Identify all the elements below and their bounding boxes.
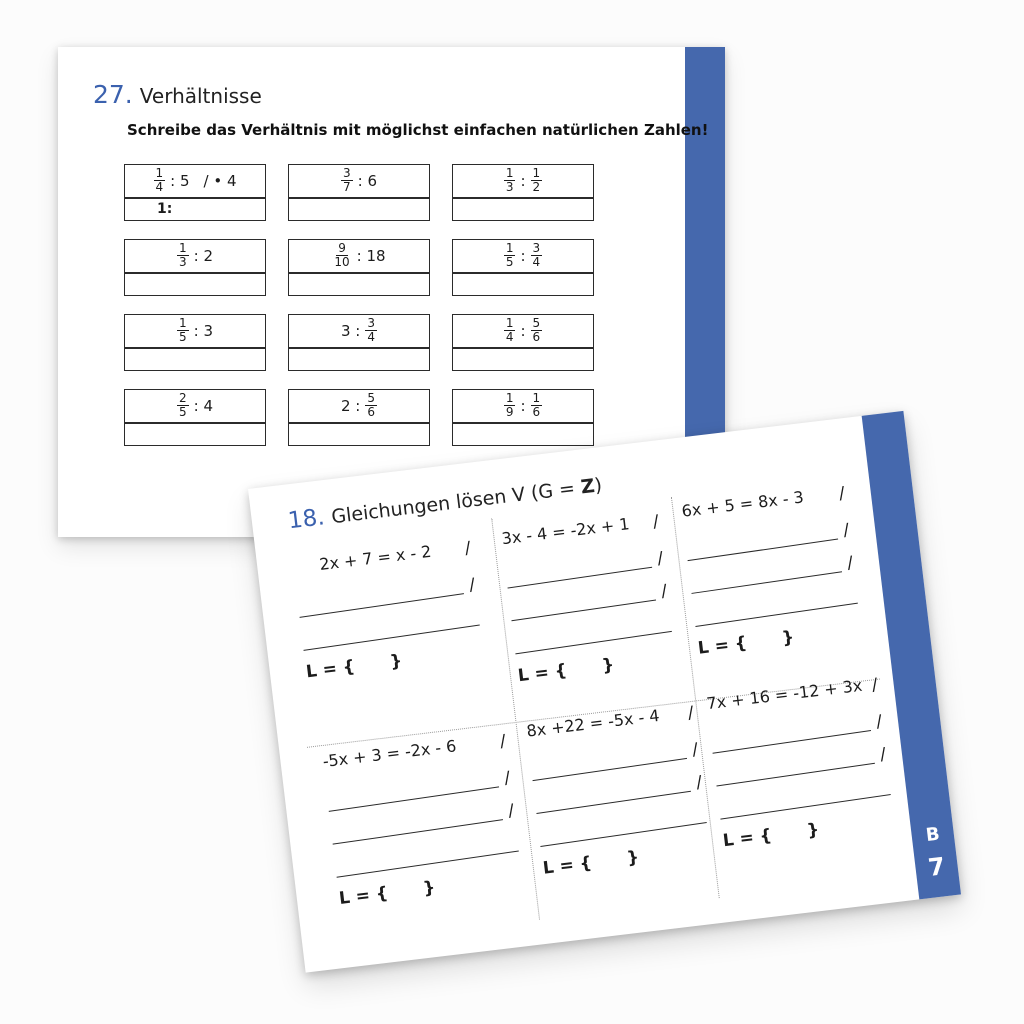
expression-text: : 18: [356, 246, 386, 265]
operation-slash: /: [691, 739, 700, 760]
solution-set-label: L = { }: [516, 654, 616, 687]
ratio-answer-area: [125, 424, 265, 445]
title-text: Gleichungen lösen V (G =: [330, 476, 583, 529]
ratio-expression: [125, 240, 265, 274]
exercise-number: 27.: [93, 80, 133, 109]
fraction: [154, 167, 166, 196]
exercise-title: Verhältnisse: [139, 84, 262, 108]
fraction: [177, 242, 189, 271]
fraction-numerator: 5: [532, 315, 541, 330]
fraction-denominator: 3: [505, 180, 514, 195]
fraction-numerator: 1: [178, 240, 187, 255]
ratio-box: [452, 389, 594, 446]
fraction-numerator: 1: [178, 315, 187, 330]
fraction-denominator: 3: [178, 255, 187, 270]
operation-slash: /: [651, 511, 660, 532]
ratio-expression: [289, 315, 429, 349]
fraction-denominator: 6: [532, 405, 541, 420]
equation-text: 2x + 7 = x - 2: [318, 541, 433, 575]
domain-set-symbol: Z: [579, 475, 596, 499]
operation-slash: /: [695, 772, 704, 793]
fraction-numerator: 1: [155, 165, 164, 180]
fraction: [531, 242, 543, 271]
expression-text: : 4: [193, 396, 213, 415]
fraction-numerator: 9: [338, 240, 346, 255]
ratio-answer-area: [289, 199, 429, 220]
operation-slash: /: [846, 552, 855, 574]
operation-slash: /: [660, 580, 669, 602]
exercise-number: 18.: [286, 504, 326, 535]
expression-text: : 2: [193, 246, 213, 265]
operation-slash: /: [842, 519, 851, 541]
ratio-answer-area: [289, 349, 429, 370]
expression-text: :: [520, 171, 526, 190]
worksheet-page-18: [248, 411, 961, 973]
expression-text: : 5: [170, 171, 190, 190]
operation-slash: /: [870, 674, 879, 696]
ratio-box: [124, 239, 266, 296]
ratio-box: [452, 314, 594, 371]
operation-slash: /: [686, 702, 695, 724]
fraction-denominator: 2: [532, 180, 541, 195]
ratio-expression: [453, 315, 593, 349]
section-badge-letter: B: [924, 823, 941, 847]
fraction: [365, 317, 377, 346]
sample-answer: 1:: [157, 201, 173, 218]
fraction-numerator: 1: [505, 240, 514, 255]
ratio-answer-area: [453, 199, 593, 220]
operation-slash: /: [468, 574, 477, 596]
fraction: [531, 317, 543, 346]
equation-row: [681, 482, 846, 520]
fraction-denominator: 4: [155, 180, 164, 195]
ratio-box: [288, 239, 430, 296]
ratio-box: [288, 389, 430, 446]
ratio-expression: [289, 390, 429, 424]
operation-slash: /: [503, 767, 512, 789]
ratio-expression: [453, 165, 593, 199]
solution-set-label: L = { }: [338, 877, 437, 910]
fraction-denominator: 5: [178, 405, 187, 420]
equation-text: 8x +22 = -5x - 4: [525, 705, 661, 741]
ratio-answer-area: [289, 424, 429, 445]
fraction-numerator: 2: [178, 390, 187, 405]
ratio-answer-area: [125, 349, 265, 370]
operation-slash: /: [875, 711, 884, 732]
fraction: [332, 242, 351, 271]
expression-text: : 6: [357, 171, 377, 190]
expression-text: :: [520, 246, 526, 265]
equation-cell: [322, 730, 523, 909]
equation-row: [706, 674, 879, 713]
fraction-denominator: 4: [505, 330, 514, 345]
fraction-numerator: 5: [367, 390, 375, 405]
section-badge-number: 7: [926, 852, 947, 883]
equation-cell: [526, 702, 712, 879]
fraction-denominator: 6: [532, 330, 541, 345]
operation-slash: /: [507, 800, 516, 822]
ratio-expression: [453, 240, 593, 274]
ratio-expression: [125, 315, 265, 349]
operation-slash: /: [498, 731, 507, 752]
ratio-box: [288, 314, 430, 371]
equation-cell: [501, 511, 677, 687]
fraction-numerator: 1: [505, 390, 514, 405]
equation-cell: [293, 537, 485, 682]
fraction-denominator: 10: [334, 255, 350, 270]
fraction-numerator: 1: [532, 165, 541, 180]
fraction: [531, 392, 543, 421]
expression-text: : 3: [193, 321, 213, 340]
expression-text: :: [520, 396, 526, 415]
equation-row: [526, 702, 695, 741]
fraction-numerator: 1: [505, 315, 514, 330]
ratio-box: [452, 239, 594, 296]
fraction-numerator: 1: [532, 390, 541, 405]
operation-annotation: / • 4: [203, 171, 237, 190]
ratio-expression: [125, 165, 265, 199]
equation-row: [501, 511, 660, 549]
fraction: [531, 167, 543, 196]
fraction: [341, 167, 353, 196]
equation-text: 7x + 16 = -12 + 3x: [705, 675, 864, 714]
operation-slash: /: [837, 483, 846, 504]
fraction-denominator: 5: [505, 255, 514, 270]
fraction: [365, 392, 377, 421]
fraction-numerator: 3: [367, 315, 375, 330]
equation-cell: [681, 482, 863, 658]
expression-text: 2 :: [340, 396, 361, 415]
expression-text: :: [520, 321, 526, 340]
fraction-denominator: 9: [505, 405, 514, 420]
fraction: [504, 392, 516, 421]
fraction-denominator: 7: [342, 180, 351, 195]
equation-cell: [706, 674, 895, 851]
solution-set-label: L = { }: [721, 819, 821, 852]
fraction: [177, 392, 189, 421]
page27-title: [93, 73, 262, 111]
ratio-answer-area: [289, 274, 429, 295]
ratio-expression: [453, 390, 593, 424]
ratio-box: [452, 164, 594, 221]
fraction-numerator: 1: [505, 165, 514, 180]
ratio-answer-area: [453, 349, 593, 370]
ratio-expression: [125, 390, 265, 424]
ratio-answer-area: [125, 274, 265, 295]
equation-text: -5x + 3 = -2x - 6: [321, 736, 458, 771]
exercise-instruction: Schreibe das Verhältnis mit möglichst einfachen natürlichen Zahlen!: [127, 121, 709, 139]
equation-text: 6x + 5 = 8x - 3: [680, 487, 805, 521]
operation-slash: /: [878, 744, 888, 765]
fraction-denominator: 4: [367, 330, 375, 345]
title-close: ): [593, 474, 604, 497]
ratio-answer-area: [453, 274, 593, 295]
ratio-expression: [289, 165, 429, 199]
ratio-expression: [289, 240, 429, 274]
ratio-box: [124, 389, 266, 446]
fraction: [504, 242, 516, 271]
fraction-numerator: 3: [532, 240, 541, 255]
expression-text: 3 :: [340, 321, 361, 340]
exercise-title: [330, 474, 603, 528]
fraction-numerator: 3: [342, 165, 351, 180]
ratio-box: [288, 164, 430, 221]
ratio-box: [124, 164, 266, 221]
operation-slash: /: [463, 537, 472, 559]
equation-text: 3x - 4 = -2x + 1: [500, 514, 631, 549]
fraction: [177, 317, 189, 346]
ratio-box-grid: [124, 164, 594, 446]
ratio-answer-area: [125, 199, 265, 220]
solution-set-label: L = { }: [696, 627, 796, 659]
ratio-answer-area: [453, 424, 593, 445]
operation-slash: /: [656, 548, 665, 569]
fraction-denominator: 5: [178, 330, 187, 345]
ratio-box: [124, 314, 266, 371]
fraction: [504, 317, 516, 346]
fraction: [504, 167, 516, 196]
equation-row: [293, 537, 472, 577]
solution-set-label: L = { }: [304, 651, 404, 683]
fraction-denominator: 4: [532, 255, 541, 270]
fraction-denominator: 6: [367, 405, 375, 420]
solution-set-label: L = { }: [541, 847, 641, 879]
